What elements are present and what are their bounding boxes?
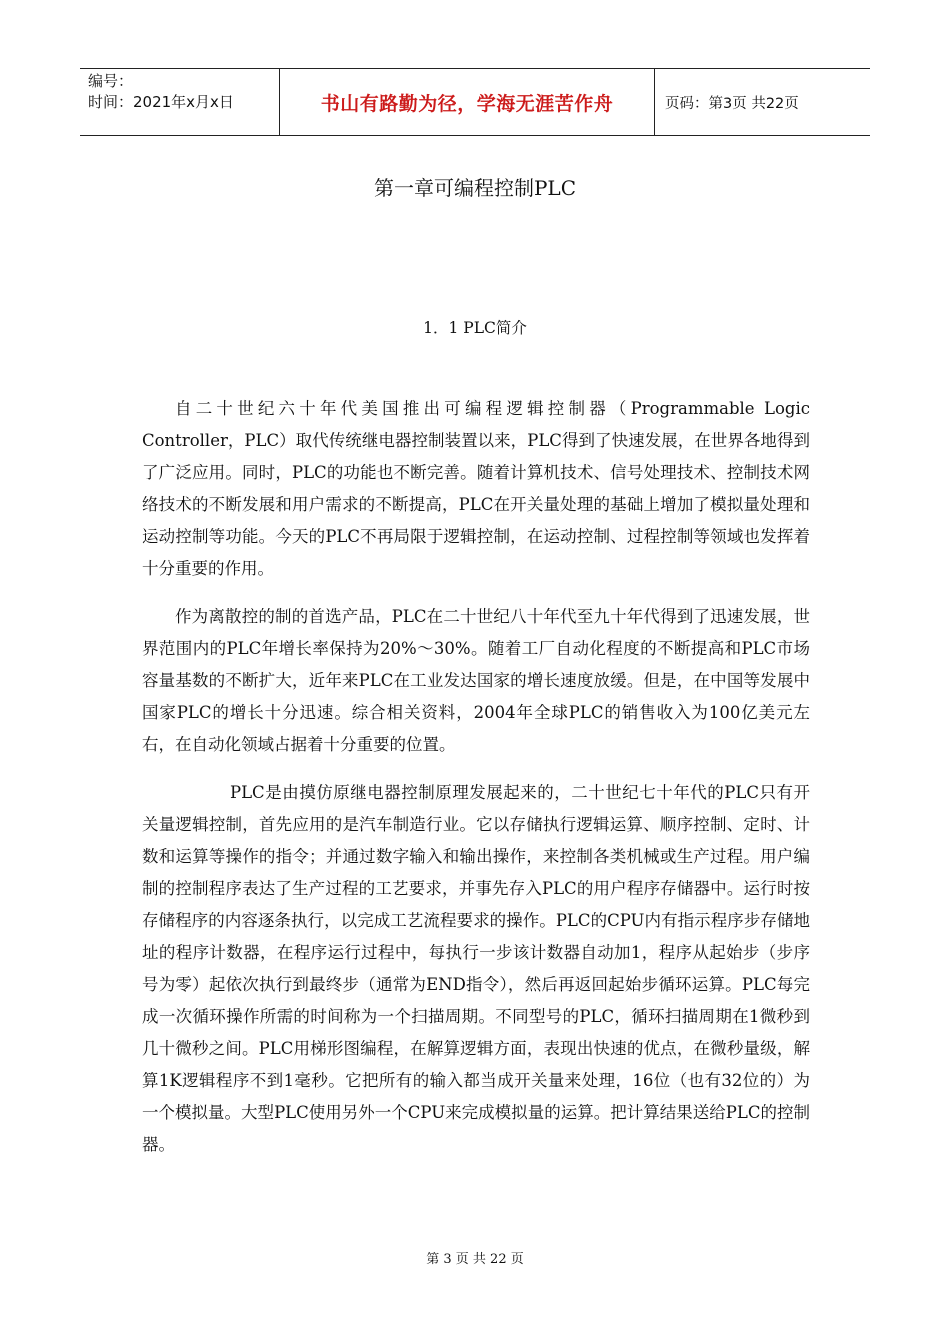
- paragraph-2: 作为离散控的制的首选产品，PLC在二十世纪八十年代至九十年代得到了迅速发展，世界范围内的PLC年增长率保持为20%～30%。随着工厂自动化程度的不断提高和PLC市场容量基数的不断扩大，近年来PLC在工业发达国家的增长速度放缓。但是，在中国等发展中国家PLC的增长十分迅速。综合相关资料，2004年全球PLC的销售收入为100亿美元左右，在自动化领域占据着十分重要的位置。: [142, 607, 810, 754]
- paragraph-1: 自二十世纪六十年代美国推出可编程逻辑控制器（Programmable Logic Controller，PLC）取代传统继电器控制装置以来，PLC得到了快速发展，在世界各地得到了广泛应用。同时，PLC的功能也不断完善。随着计算机技术、信号处理技术、控制技术网络技术的不断发展和用户需求的不断提高，PLC在开关量处理的基础上增加了模拟量处理和运动控制等功能。今天的PLC不再局限于逻辑控制，在运动控制、过程控制等领域也发挥着十分重要的作用。: [142, 399, 810, 578]
- header-meta: [80, 69, 280, 135]
- document-time-label: 时间：2021年x月x日: [88, 93, 234, 111]
- page-footer: 第 3 页 共 22 页: [426, 1252, 524, 1267]
- paragraph-3: PLC是由摸仿原继电器控制原理发展起来的，二十世纪七十年代的PLC只有开关量逻辑控制，首先应用的是汽车制造行业。它以存储执行逻辑运算、顺序控制、定时、计数和运算等操作的指令；并通过数字输入和输出操作，来控制各类机械或生产过程。用户编制的控制程序表达了生产过程的工艺要求，并事先存入PLC的用户程序存储器中。运行时按存储程序的内容逐条执行，以完成工艺流程要求的操作。PLC的CPU内有指示程序步存储地址的程序计数器，在程序运行过程中，每执行一步该计数器自动加1，程序从起始步（步序号为零）起依次执行到最终步（通常为END指令），然后再返回起始步循环运算。PLC每完成一次循环操作所需的时间称为一个扫描周期。不同型号的PLC，循环扫描周期在1微秒到几十微秒之间。PLC用梯形图编程，在解算逻辑方面，表现出快速的优点，在微秒量级，解算1K逻辑程序不到1毫秒。它把所有的输入都当成开关量来处理，16位（也有32位的）为一个模拟量。大型PLC使用另外一个CPU来完成模拟量的运算。把计算结果送给PLC的控制器。: [142, 783, 810, 1154]
- section-title: 1．1 PLC简介: [423, 319, 527, 337]
- header-table: [80, 68, 870, 136]
- header-page-info: 页码：第3页 共22页: [665, 95, 799, 112]
- document-number-label: 编号：: [88, 72, 134, 90]
- chapter-title: 第一章可编程控制PLC: [373, 176, 577, 200]
- header-motto: 书山有路勤为径，学海无涯苦作舟: [280, 69, 655, 135]
- body-text: [142, 393, 810, 1161]
